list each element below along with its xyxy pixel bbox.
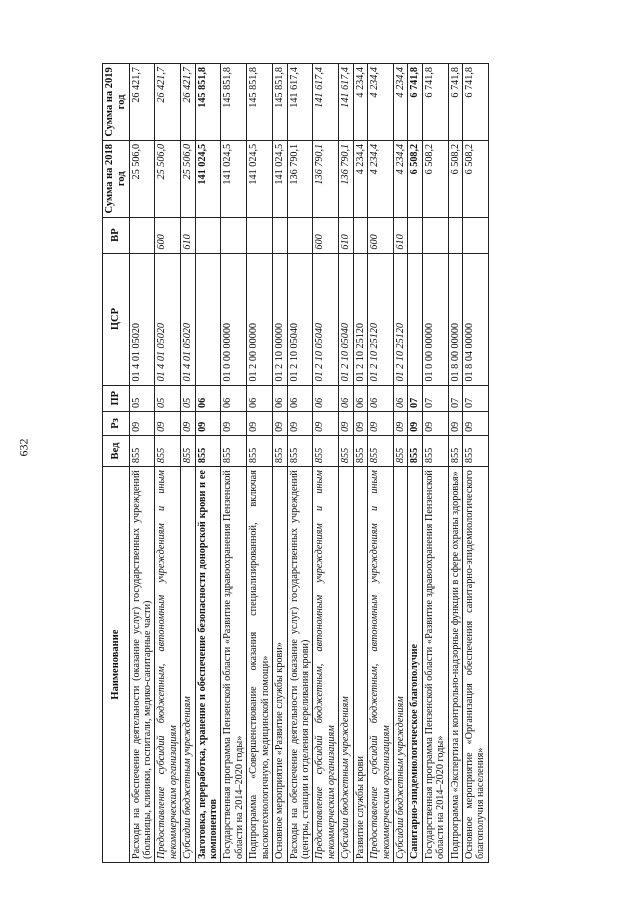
cell-name: Субсидии бюджетным учреждениям	[181, 467, 195, 863]
cell-sum-2019: 26 421,7	[129, 64, 155, 141]
table-header-row	[103, 64, 130, 863]
cell-rz: 09	[463, 411, 489, 435]
cell-sum-2018: 141 024,5	[273, 140, 287, 217]
cell-ved: 855	[129, 435, 155, 466]
cell-vr: 600	[368, 217, 394, 253]
header-pr: ПР	[103, 385, 130, 411]
cell-csr: 01 2 10 05040	[313, 253, 339, 385]
cell-name: Подпрограмма «Совершенствование оказания специализированной, включая высокотехнологичную, медицинской помощи»	[247, 467, 273, 863]
cell-vr	[422, 217, 448, 253]
cell-rz: 09	[408, 411, 422, 435]
cell-ved: 855	[247, 435, 273, 466]
cell-ved: 855	[273, 435, 287, 466]
cell-csr	[195, 253, 221, 385]
cell-sum-2018: 25 506,0	[155, 140, 181, 217]
cell-ved: 855	[221, 435, 247, 466]
cell-name: Государственная программа Пензенской области «Развитие здравоохранения Пензенской области на 2014–2020 годы»	[221, 467, 247, 863]
cell-pr: 06	[339, 385, 353, 411]
cell-sum-2018: 136 790,1	[313, 140, 339, 217]
cell-rz: 09	[448, 411, 462, 435]
cell-vr	[448, 217, 462, 253]
header-vr: ВР	[103, 217, 130, 253]
cell-rz: 09	[368, 411, 394, 435]
header-sum-2018: Сумма на 2018 год	[103, 140, 130, 217]
cell-pr: 06	[353, 385, 367, 411]
cell-csr: 01 2 10 00000	[273, 253, 287, 385]
cell-pr: 06	[221, 385, 247, 411]
cell-name: Предоставление субсидий бюджетным, автономным учреждениям и иным некоммерческим организациям	[155, 467, 181, 863]
cell-rz: 09	[195, 411, 221, 435]
cell-sum-2019: 4 234,4	[353, 64, 367, 141]
cell-csr: 01 2 10 05040	[339, 253, 353, 385]
cell-sum-2018: 25 506,0	[181, 140, 195, 217]
cell-name: Предоставление субсидий бюджетным, автономным учреждениям и иным некоммерческим организациям	[313, 467, 339, 863]
cell-name: Расходы на обеспечение деятельности (оказание услуг) государственных учреждений (больницы, клиники, госпитали, медико-санитарные части)	[129, 467, 155, 863]
cell-sum-2019: 145 851,8	[195, 64, 221, 141]
cell-name: Государственная программа Пензенской области «Развитие здравоохранения Пензенской области на 2014–2020 годы»	[422, 467, 448, 863]
cell-sum-2018: 25 506,0	[129, 140, 155, 217]
cell-ved: 855	[463, 435, 489, 466]
cell-ved: 855	[339, 435, 353, 466]
cell-ved: 855	[448, 435, 462, 466]
cell-pr: 06	[287, 385, 313, 411]
table-row	[408, 64, 422, 863]
cell-ved: 855	[195, 435, 221, 466]
cell-name: Предоставление субсидий бюджетным, автономным учреждениям и иным некоммерческим организациям	[368, 467, 394, 863]
cell-vr	[221, 217, 247, 253]
table-rotation-frame	[102, 63, 546, 863]
cell-rz: 09	[221, 411, 247, 435]
cell-pr: 06	[273, 385, 287, 411]
cell-sum-2019: 6 741,8	[448, 64, 462, 141]
cell-sum-2018: 136 790,1	[287, 140, 313, 217]
cell-name: Санитарно-эпидемиологическое благополучие	[408, 467, 422, 863]
cell-ved: 855	[313, 435, 339, 466]
table-row	[247, 64, 273, 863]
cell-pr: 05	[129, 385, 155, 411]
cell-name: Субсидии бюджетным учреждениям	[393, 467, 407, 863]
cell-csr: 01 4 01 05020	[155, 253, 181, 385]
cell-vr: 610	[339, 217, 353, 253]
cell-sum-2018: 6 508,2	[422, 140, 448, 217]
cell-sum-2018: 4 234,4	[353, 140, 367, 217]
cell-csr: 01 0 00 00000	[221, 253, 247, 385]
header-rz: Рз	[103, 411, 130, 435]
table-row	[422, 64, 448, 863]
cell-csr: 01 2 10 25120	[393, 253, 407, 385]
cell-sum-2019: 145 851,8	[221, 64, 247, 141]
cell-sum-2019: 6 741,8	[408, 64, 422, 141]
cell-name: Основное мероприятие «Развитие службы крови»	[273, 467, 287, 863]
cell-sum-2019: 26 421,7	[181, 64, 195, 141]
cell-csr: 01 4 01 05020	[129, 253, 155, 385]
table-row	[463, 64, 489, 863]
budget-table	[102, 63, 489, 863]
cell-rz: 09	[393, 411, 407, 435]
table-body	[129, 64, 488, 863]
table-row	[221, 64, 247, 863]
cell-name: Расходы на обеспечение деятельности (оказание услуг) государственных учреждений (центры, станции и отделения переливания крови)	[287, 467, 313, 863]
cell-sum-2018: 4 234,4	[393, 140, 407, 217]
cell-sum-2019: 4 234,4	[393, 64, 407, 141]
cell-vr	[353, 217, 367, 253]
cell-rz: 09	[287, 411, 313, 435]
cell-rz: 09	[353, 411, 367, 435]
cell-sum-2019: 6 741,8	[422, 64, 448, 141]
cell-pr: 06	[368, 385, 394, 411]
cell-vr	[463, 217, 489, 253]
cell-rz: 09	[247, 411, 273, 435]
cell-pr: 06	[393, 385, 407, 411]
cell-vr: 610	[181, 217, 195, 253]
table-row	[393, 64, 407, 863]
cell-csr	[408, 253, 422, 385]
table-row	[353, 64, 367, 863]
cell-sum-2018: 6 508,2	[408, 140, 422, 217]
cell-name: Субсидии бюджетным учреждениям	[339, 467, 353, 863]
cell-sum-2019: 26 421,7	[155, 64, 181, 141]
cell-name: Развитие службы крови	[353, 467, 367, 863]
cell-rz: 09	[129, 411, 155, 435]
cell-sum-2018: 141 024,5	[247, 140, 273, 217]
table-row	[368, 64, 394, 863]
cell-sum-2019: 141 617,4	[339, 64, 353, 141]
cell-ved: 855	[155, 435, 181, 466]
table-row	[181, 64, 195, 863]
cell-rz: 09	[273, 411, 287, 435]
cell-vr: 610	[393, 217, 407, 253]
table-row	[195, 64, 221, 863]
cell-csr: 01 8 00 00000	[448, 253, 462, 385]
cell-sum-2019: 145 851,8	[247, 64, 273, 141]
cell-vr	[247, 217, 273, 253]
cell-csr: 01 2 00 00000	[247, 253, 273, 385]
cell-vr: 600	[155, 217, 181, 253]
table-row	[273, 64, 287, 863]
page-number: 632	[16, 438, 31, 457]
cell-name: Заготовка, переработка, хранение и обеспечение безопасности донорской крови и ее компонентов	[195, 467, 221, 863]
cell-sum-2018: 141 024,5	[195, 140, 221, 217]
cell-csr: 01 2 10 25120	[353, 253, 367, 385]
rotated-table-container	[102, 63, 546, 863]
cell-csr: 01 8 04 00000	[463, 253, 489, 385]
header-name: Наименование	[103, 467, 130, 863]
cell-sum-2019: 145 851,8	[273, 64, 287, 141]
cell-sum-2018: 4 234,4	[368, 140, 394, 217]
table-row	[313, 64, 339, 863]
cell-vr	[195, 217, 221, 253]
cell-pr: 07	[422, 385, 448, 411]
cell-pr: 07	[448, 385, 462, 411]
cell-ved: 855	[368, 435, 394, 466]
table-row	[155, 64, 181, 863]
table-row	[448, 64, 462, 863]
table-row	[339, 64, 353, 863]
cell-sum-2018: 136 790,1	[339, 140, 353, 217]
cell-sum-2018: 6 508,2	[463, 140, 489, 217]
cell-sum-2018: 6 508,2	[448, 140, 462, 217]
table-row	[129, 64, 155, 863]
cell-csr: 01 4 01 05020	[181, 253, 195, 385]
cell-csr: 01 2 10 05040	[287, 253, 313, 385]
cell-ved: 855	[181, 435, 195, 466]
cell-vr	[408, 217, 422, 253]
cell-rz: 09	[313, 411, 339, 435]
cell-ved: 855	[422, 435, 448, 466]
table-row	[287, 64, 313, 863]
cell-pr: 06	[195, 385, 221, 411]
cell-rz: 09	[339, 411, 353, 435]
cell-vr	[273, 217, 287, 253]
cell-name: Подпрограмма «Экспертиза и контрольно-надзорные функции в сфере охраны здоровья»	[448, 467, 462, 863]
cell-pr: 05	[181, 385, 195, 411]
cell-sum-2019: 4 234,4	[368, 64, 394, 141]
cell-rz: 09	[181, 411, 195, 435]
cell-rz: 09	[422, 411, 448, 435]
cell-ved: 855	[393, 435, 407, 466]
cell-ved: 855	[287, 435, 313, 466]
cell-sum-2018: 141 024,5	[221, 140, 247, 217]
header-ved: Вед	[103, 435, 130, 466]
cell-pr: 06	[313, 385, 339, 411]
cell-vr	[129, 217, 155, 253]
header-csr: ЦСР	[103, 253, 130, 385]
cell-pr: 06	[247, 385, 273, 411]
cell-pr: 07	[463, 385, 489, 411]
cell-pr: 07	[408, 385, 422, 411]
cell-vr: 600	[313, 217, 339, 253]
cell-sum-2019: 6 741,8	[463, 64, 489, 141]
cell-sum-2019: 141 617,4	[313, 64, 339, 141]
cell-pr: 05	[155, 385, 181, 411]
cell-name: Основное мероприятие «Организация обеспечения санитарно-эпидемиологического благополучия населения»	[463, 467, 489, 863]
cell-csr: 01 2 10 25120	[368, 253, 394, 385]
cell-ved: 855	[353, 435, 367, 466]
header-sum-2019: Сумма на 2019 год	[103, 64, 130, 141]
cell-vr	[287, 217, 313, 253]
cell-sum-2019: 141 617,4	[287, 64, 313, 141]
cell-ved: 855	[408, 435, 422, 466]
cell-csr: 01 0 00 00000	[422, 253, 448, 385]
cell-rz: 09	[155, 411, 181, 435]
